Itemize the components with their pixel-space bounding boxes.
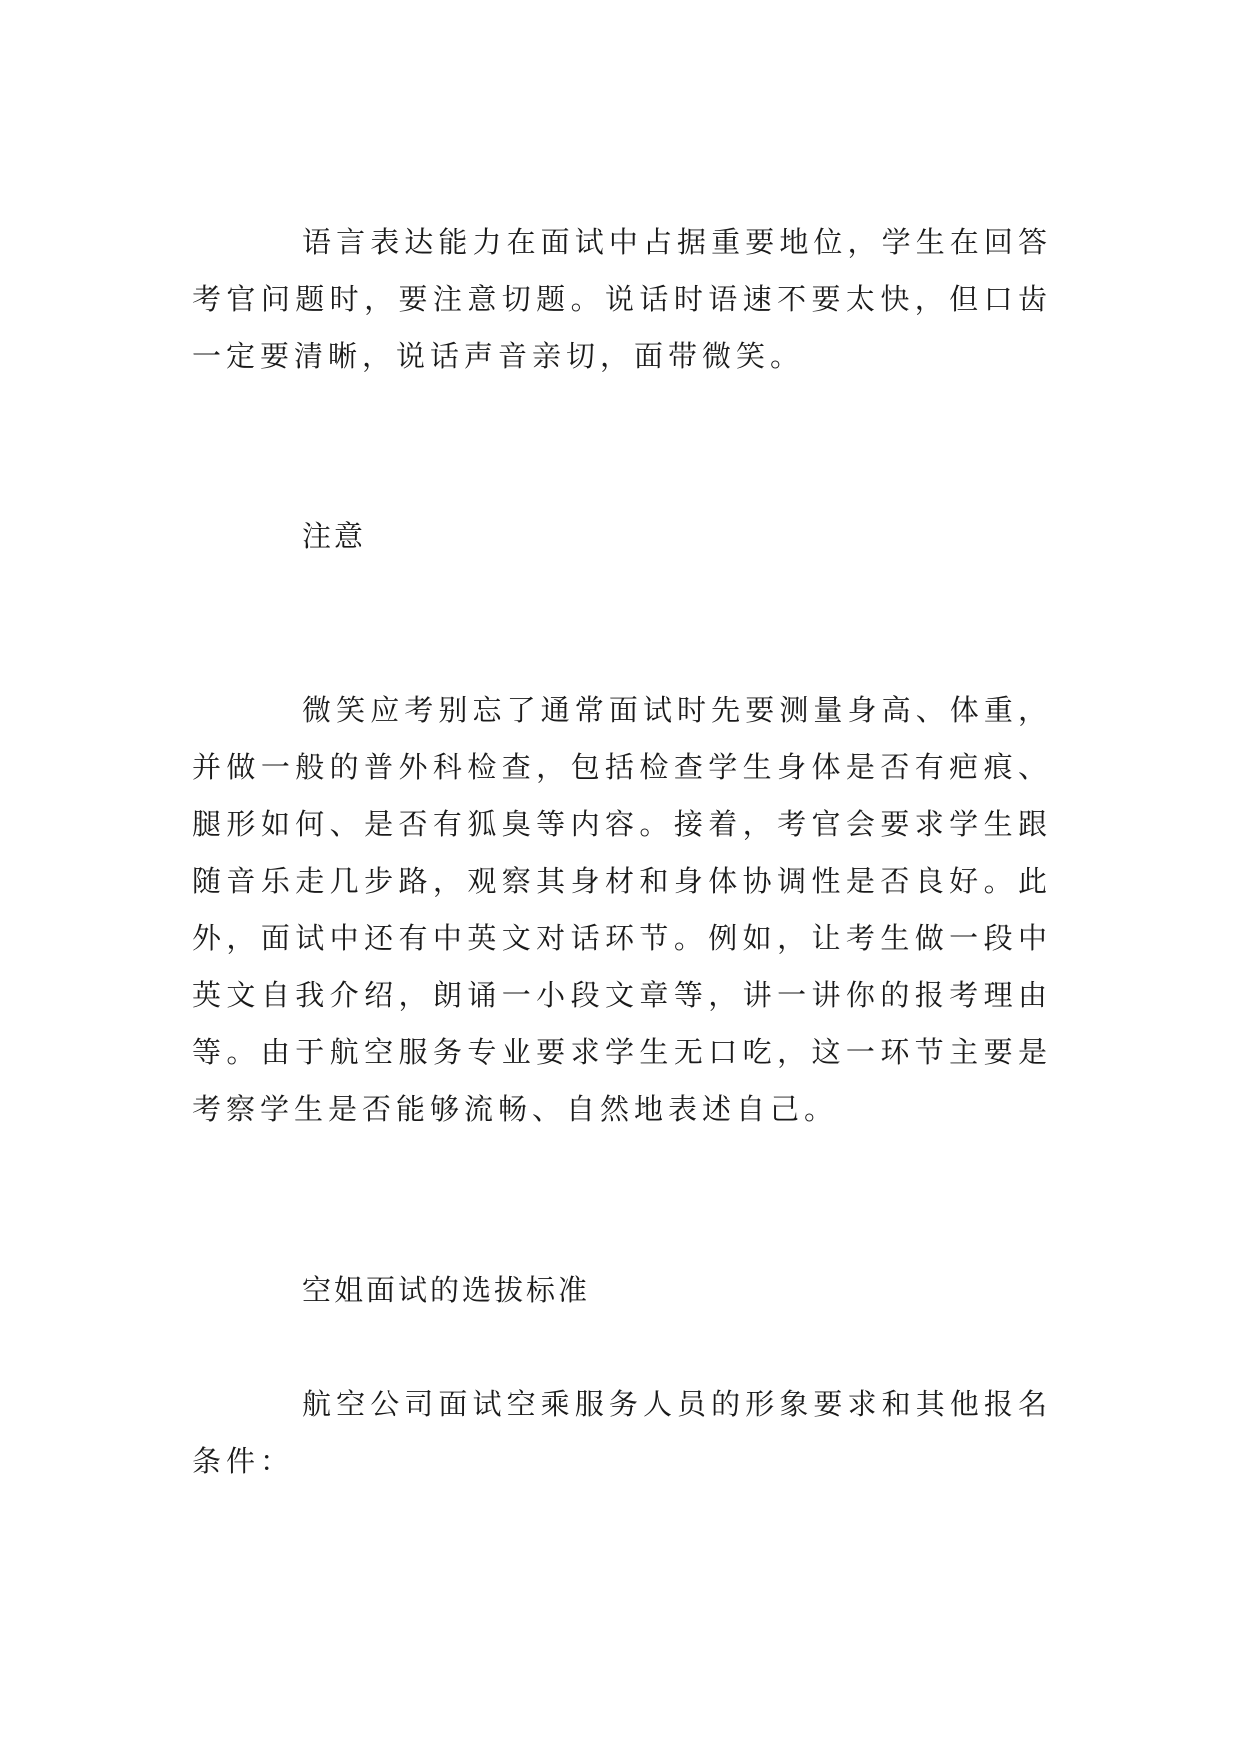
paragraph-language-expression: 语言表达能力在面试中占据重要地位，学生在回答考官问题时，要注意切题。说话时语速不要太快，但口齿一定要清晰，说话声音亲切，面带微笑。 [192,225,1052,373]
paragraph-smile-exam: 微笑应考别忘了通常面试时先要测量身高、体重，并做一般的普外科检查，包括检查学生身体是否有疤痕、腿形如何、是否有狐臭等内容。接着，考官会要求学生跟随音乐走几步路，观察其身材和身体协调性是否良好。此外，面试中还有中英文对话环节。例如，让考生做一段中英文自我介绍，朗诵一小段文章等，讲一讲你的报考理由等。由于航空服务专业要求学生无口吃，这一环节主要是考察学生是否能够流畅、自然地表述自己。 [192,693,1052,1126]
heading-selection-standards: 空姐面试的选拔标准 [302,1273,591,1307]
paragraph-requirements-intro: 航空公司面试空乘服务人员的形象要求和其他报名条件： [192,1387,1052,1478]
heading-attention: 注意 [302,519,367,553]
